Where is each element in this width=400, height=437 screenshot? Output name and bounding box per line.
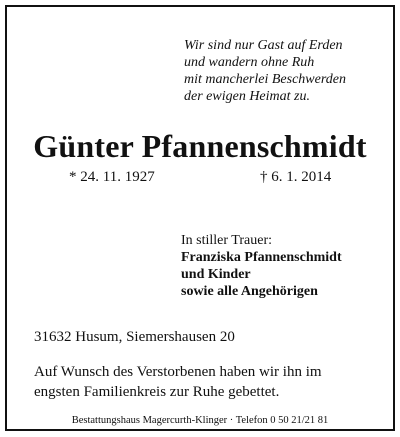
- mourners-intro: In stiller Trauer:: [181, 233, 272, 248]
- burial-note: [34, 362, 374, 402]
- poem-line: der ewigen Heimat zu.: [184, 89, 310, 104]
- death-date: † 6. 1. 2014: [260, 169, 332, 185]
- address: 31632 Husum, Siemershausen 20: [34, 329, 235, 345]
- poem-line: mit mancherlei Beschwerden: [184, 72, 346, 87]
- note-line: Auf Wunsch des Verstorbenen haben wir ihn im: [34, 364, 322, 380]
- note-line: engsten Familienkreis zur Ruhe gebettet.: [34, 384, 280, 400]
- mourners-block: [181, 232, 342, 300]
- birth-date: * 24. 11. 1927: [69, 169, 155, 185]
- poem-line: und wandern ohne Ruh: [184, 55, 315, 70]
- mourner-line: sowie alle Angehörigen: [181, 284, 318, 299]
- poem-line: Wir sind nur Gast auf Erden: [184, 38, 343, 53]
- mourner-line: und Kinder: [181, 267, 251, 282]
- funeral-home-footer: Bestattungshaus Magercurth-Klinger · Telefon 0 50 21/21 81: [71, 415, 329, 426]
- obituary-notice: [5, 5, 395, 431]
- poem: [184, 37, 346, 105]
- deceased-name: Günter Pfannenschmidt: [33, 128, 367, 164]
- mourner-line: Franziska Pfannenschmidt: [181, 250, 342, 265]
